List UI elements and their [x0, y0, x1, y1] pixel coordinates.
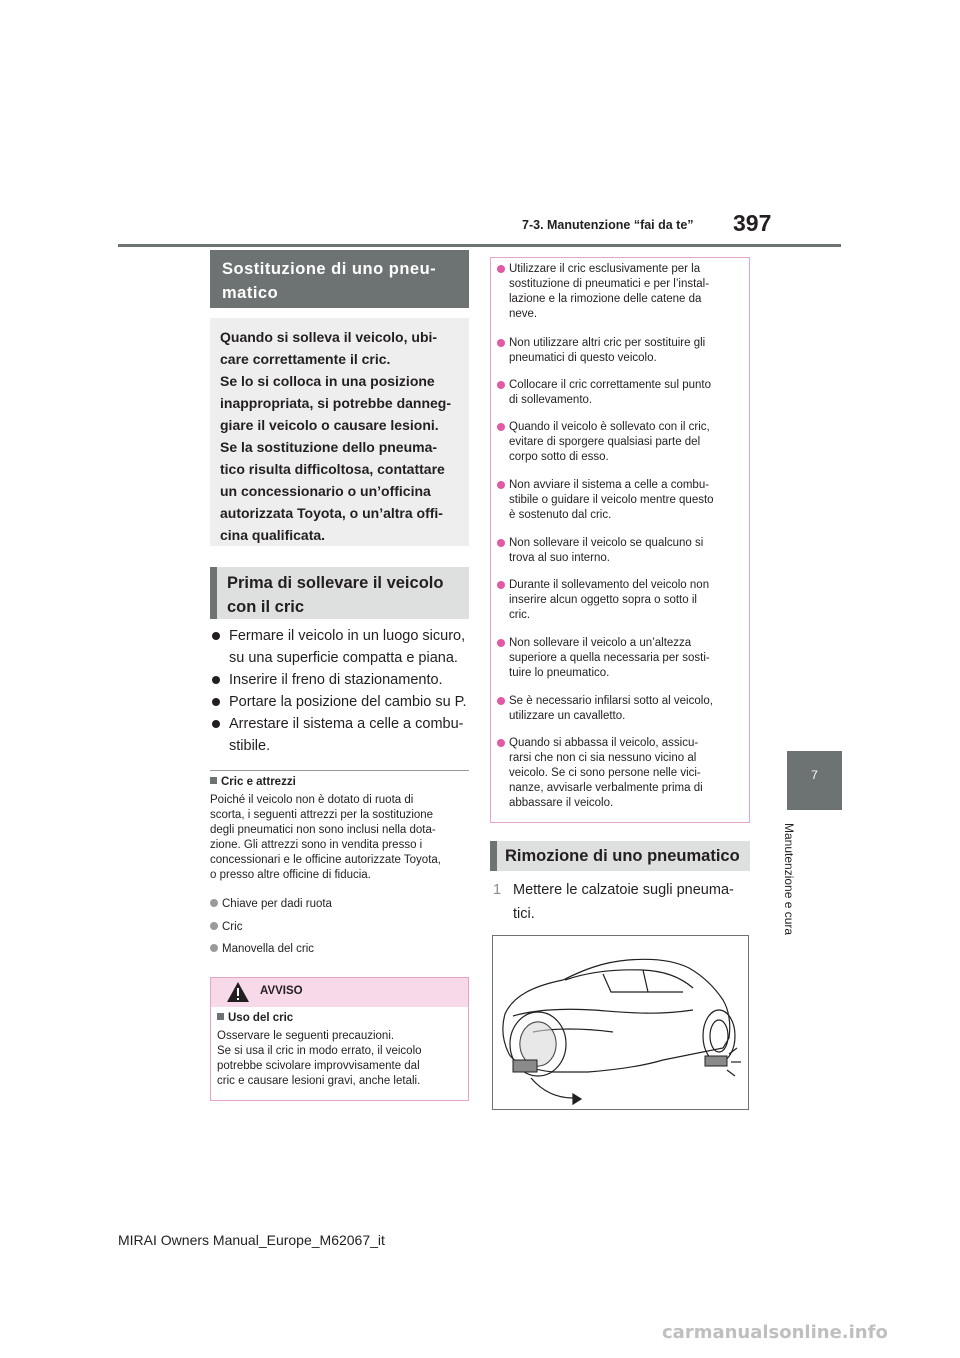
tools-title: Cric e attrezzi: [210, 775, 296, 790]
tool-item: Cric: [210, 920, 242, 935]
intro-line: giare il veicolo o causare lesioni.: [220, 417, 439, 433]
bullet-icon: [210, 899, 218, 907]
warning-item: Non sollevare il veicolo a un’altezza superiore a quella necessaria per sosti- tuire lo pneumatico.: [497, 636, 743, 681]
bullet-icon: [497, 581, 505, 589]
intro-line: inappropriata, si potrebbe danneg-: [220, 395, 452, 411]
heading-tyre-removal: Rimozione di uno pneumatico: [490, 841, 750, 871]
bullet-icon: [212, 676, 220, 684]
warning-item: Non utilizzare altri cric per sostituire gli pneumatici di questo veicolo.: [497, 336, 743, 366]
bullet-icon: [210, 944, 218, 952]
divider: [210, 770, 469, 771]
watermark: carmanualsonline.info: [662, 1322, 888, 1343]
intro-line: care correttamente il cric.: [220, 351, 391, 367]
bullet-icon: [497, 339, 505, 347]
heading-line: Sostituzione di uno pneu-: [222, 260, 437, 278]
bullet-icon: [210, 922, 218, 930]
warning-item: Collocare il cric correttamente sul punto di sollevamento.: [497, 378, 743, 408]
bullet-icon: [212, 698, 220, 706]
chapter-label: [782, 823, 812, 963]
bullet-icon: [497, 423, 505, 431]
intro-line: cina qualificata.: [220, 527, 326, 543]
intro-line: Se lo si colloca in una posizione: [220, 373, 435, 389]
bullet-icon: [497, 739, 505, 747]
bullet-icon: [497, 381, 505, 389]
bullet-icon: [497, 697, 505, 705]
warning-label: AVVISO: [260, 985, 303, 997]
heading-before-lifting: [210, 567, 469, 619]
list-item: Inserire il freno di stazionamento.: [212, 669, 470, 691]
intro-line: Se la sostituzione dello pneuma-: [220, 439, 438, 455]
heading-line: matico: [222, 284, 279, 302]
heading-line: Prima di sollevare il veicolo: [227, 574, 444, 592]
warning-item: Non avviare il sistema a celle a combu- stibile o guidare il veicolo mentre questo è sostenuto dal cric.: [497, 478, 743, 523]
bullet-icon: [212, 720, 220, 728]
warning-item: Non sollevare il veicolo se qualcuno si trova al suo interno.: [497, 536, 743, 566]
header-rule: [118, 244, 841, 247]
section-title: 7-3. Manutenzione “fai da te”: [522, 218, 694, 232]
tools-description: Poiché il veicolo non è dotato di ruota di scorta, i seguenti attrezzi per la sostituzione degli pneumatici non sono inclusi nella dota- zione. Gli attrezzi sono in vendita presso i concessionari e le officine autorizzate Toyota, o presso altre officine di fiducia.: [210, 794, 441, 881]
heading-line: con il cric: [227, 598, 305, 616]
warning-item: Durante il sollevamento del veicolo non inserire alcun oggetto sopra o sotto il cric.: [497, 578, 743, 623]
warning-item: Quando il veicolo è sollevato con il cric, evitare di sporgere qualsiasi parte del corpo sotto di esso.: [497, 420, 743, 465]
warning-item: Quando si abbassa il veicolo, assicu- rarsi che non ci sia nessuno vicino al veicolo. Se ci sono persone nelle vici- nanze, avvisarle verbalmente prima di abbassare il veicolo.: [497, 736, 743, 811]
list-item: Portare la posizione del cambio su P.: [212, 691, 470, 713]
list-item: Arrestare il sistema a celle a combu-stibile.: [212, 713, 470, 757]
car-illustration-icon: [493, 936, 748, 1109]
warning-item: Utilizzare il cric esclusivamente per la sostituzione di pneumatici e per l’instal- lazione e la rimozione delle catene da neve.: [497, 262, 743, 322]
intro-line: autorizzata Toyota, o un’altra offi-: [220, 505, 443, 521]
tool-item: Manovella del cric: [210, 942, 314, 957]
car-chocks-illustration: [492, 935, 749, 1110]
bullet-icon: [212, 632, 220, 640]
step-1: 1 Mettere le calzatoie sugli pneuma- tici.: [493, 878, 750, 926]
bullet-icon: [497, 481, 505, 489]
step-number: 1: [493, 882, 502, 898]
intro-line: tico risulta difficoltosa, contattare: [220, 461, 445, 477]
intro-box: [210, 318, 469, 546]
square-bullet-icon: [217, 1013, 224, 1020]
list-item: Fermare il veicolo in un luogo sicuro, su una superficie compatta e piana.: [212, 625, 470, 669]
square-bullet-icon: [210, 777, 217, 784]
chapter-number: 7: [811, 768, 818, 782]
intro-line: un concessionario o un’officina: [220, 483, 431, 499]
chapter-label-text: Manutenzione e cura: [782, 823, 796, 936]
bullet-icon: [497, 639, 505, 647]
heading-tyre-replacement: [210, 250, 469, 308]
page-number: 397: [733, 210, 772, 236]
bullet-icon: [497, 265, 505, 273]
warning-triangle-icon: [226, 981, 250, 1003]
footer-text: MIRAI Owners Manual_Europe_M62067_it: [118, 1232, 385, 1248]
tool-item: Chiave per dadi ruota: [210, 897, 332, 912]
warning-title: Uso del cric: [217, 1011, 463, 1026]
warning-item: Se è necessario infilarsi sotto al veicolo, utilizzare un cavalletto.: [497, 694, 743, 724]
intro-line: Quando si solleva il veicolo, ubi-: [220, 329, 438, 345]
bullet-icon: [497, 539, 505, 547]
warning-body: Uso del cric Osservare le seguenti precauzioni. Se si usa il cric in modo errato, il veicolo potrebbe scivolare improvvisamente dal cric e causare lesioni gravi, anche letali.: [217, 1011, 463, 1089]
